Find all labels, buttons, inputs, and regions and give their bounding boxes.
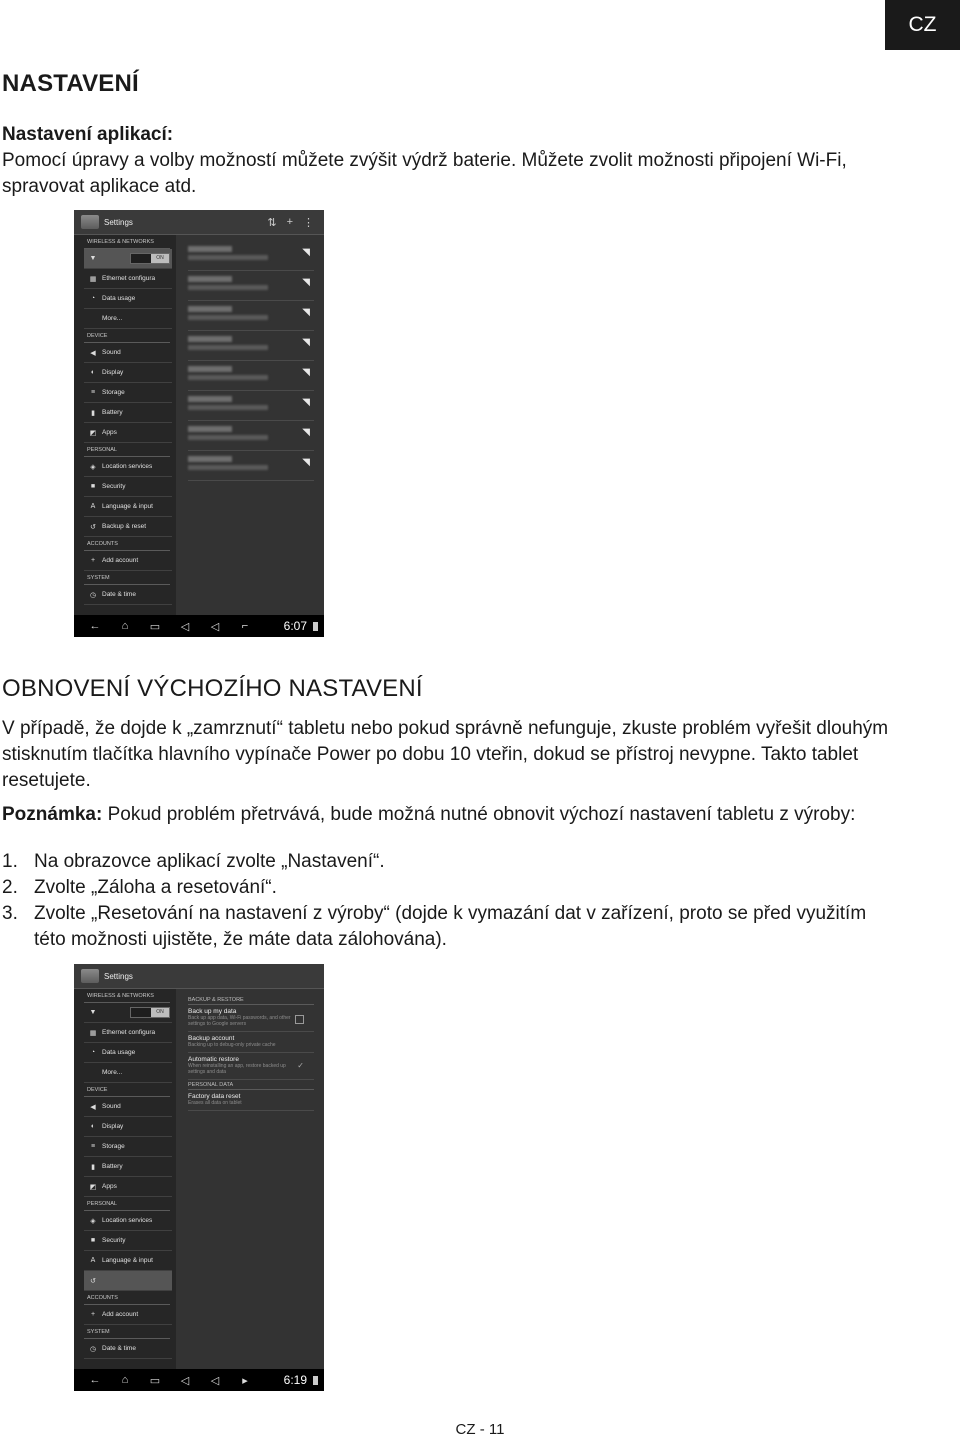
check-icon[interactable]: ✓ <box>297 1061 304 1070</box>
section2-note <box>2 802 907 828</box>
sidebar-item-label: Apps <box>102 1183 117 1190</box>
backup-restore-panel <box>176 989 324 1369</box>
wifi-signal-icon: ◥ <box>302 307 310 318</box>
battery-status-icon <box>313 622 318 631</box>
plus-icon: + <box>90 557 96 564</box>
sidebar-item-label: Display <box>102 369 124 376</box>
sidebar-item-label: Ethernet configura <box>102 275 156 282</box>
wifi-signal-icon: ◥ <box>302 277 310 288</box>
step-number: 2. <box>2 877 18 898</box>
sidebar-item-label: Date & time <box>102 591 136 598</box>
sidebar-item-wifi[interactable] <box>84 1003 172 1023</box>
sound-icon: ◀ <box>90 349 96 357</box>
sidebar-item-more[interactable] <box>84 309 172 329</box>
clock-icon: ◷ <box>89 1345 97 1353</box>
sidebar-item-label: More... <box>102 315 123 322</box>
row-title: Automatic restore <box>188 1056 239 1063</box>
action-bar <box>74 210 324 235</box>
backup-settings-screenshot <box>74 964 324 1391</box>
language-icon: A <box>90 1257 96 1264</box>
step-number: 1. <box>2 851 18 872</box>
wifi-signal-icon: ◥ <box>302 427 310 438</box>
row-subtitle: Back up app data, Wi-Fi passwords, and other settings to Google servers <box>188 1015 291 1027</box>
row-title: Factory data reset <box>188 1093 241 1100</box>
sidebar-item-label: Security <box>102 483 126 490</box>
sidebar-item-label: Language & input <box>102 1257 153 1264</box>
sidebar-section-device: DEVICE <box>84 329 170 343</box>
apps-icon: ◩ <box>89 1183 97 1191</box>
step-text: Na obrazovce aplikací zvolte „Nastavení“. <box>34 851 385 872</box>
wifi-toggle[interactable] <box>130 253 170 264</box>
volume-up-icon[interactable]: ◁ <box>210 620 220 633</box>
system-nav-bar <box>74 1369 324 1391</box>
row-subtitle: Erases all data on tablet <box>188 1100 242 1106</box>
sidebar-item-label: Storage <box>102 389 125 396</box>
sidebar-item-battery[interactable] <box>84 1157 172 1177</box>
row-subtitle: Backing up to debug-only private cache <box>188 1042 276 1048</box>
list-item <box>2 849 894 875</box>
sidebar-item-label: More... <box>102 1069 123 1076</box>
section-backup-restore: BACKUP & RESTORE <box>188 995 314 1005</box>
sidebar-item-apps[interactable] <box>84 423 172 443</box>
backup-my-data-row[interactable] <box>188 1005 314 1032</box>
sidebar-item-label: Battery <box>102 1163 123 1170</box>
toggle-label: ON <box>151 254 169 263</box>
settings-app-icon <box>81 969 99 983</box>
sidebar-item-storage[interactable] <box>84 1137 172 1157</box>
sidebar-item-label: Ethernet configura <box>102 1029 156 1036</box>
sidebar-item-label: Language & input <box>102 503 153 510</box>
back-icon[interactable]: ← <box>89 620 101 632</box>
sidebar-item-date-time[interactable] <box>84 1339 172 1359</box>
ethernet-icon: ▦ <box>89 1029 97 1037</box>
language-badge: CZ <box>885 0 960 50</box>
apps-icon: ◩ <box>89 429 97 437</box>
home-icon[interactable]: ⌂ <box>121 620 129 632</box>
step-text: Zvolte „Resetování na nastavení z výroby“ (dojde k vymazání dat v zařízení, proto se před využitím této možnosti ujistěte, že máte data zálohována). <box>34 903 867 950</box>
list-item <box>2 875 894 901</box>
battery-status-icon <box>313 1376 318 1385</box>
sidebar-item-storage[interactable] <box>84 383 172 403</box>
recent-apps-icon[interactable]: ▭ <box>149 1374 161 1387</box>
settings-sidebar <box>74 235 176 615</box>
section2-text: V případě, že dojde k „zamrznutí“ tabletu nebo pokud správně nefunguje, zkuste problém vyřešit dlouhým stisknutím tlačítka hlavního vypínače Power po dobu 10 vteřin, dokud se přístroj nevypne. Takto tablet resetujete. <box>2 718 889 791</box>
lock-icon: ■ <box>90 1237 96 1244</box>
sidebar-item-label: Add account <box>102 1311 139 1318</box>
sidebar-section-system: SYSTEM <box>84 571 170 585</box>
sidebar-item-backup[interactable] <box>84 1271 172 1291</box>
wifi-network-list <box>176 235 324 615</box>
wifi-network-row[interactable] <box>188 241 314 271</box>
system-nav-bar <box>74 615 324 637</box>
lock-icon: ■ <box>90 483 96 490</box>
sidebar-section-system: SYSTEM <box>84 1325 170 1339</box>
section1-text: Pomocí úpravy a volby možností můžete zvýšit výdrž baterie. Můžete zvolit možnosti připojení Wi-Fi, spravovat aplikace atd. <box>2 150 847 197</box>
overflow-menu-icon[interactable]: ⋮ <box>303 216 314 229</box>
ethernet-icon: ▦ <box>89 275 97 283</box>
recent-apps-icon[interactable]: ▭ <box>149 620 161 633</box>
sidebar-item-label: Security <box>102 1237 126 1244</box>
sidebar-item-language[interactable] <box>84 1251 172 1271</box>
backup-icon: ↺ <box>90 523 96 531</box>
wifi-network-row[interactable] <box>188 421 314 451</box>
sidebar-item-display[interactable] <box>84 1117 172 1137</box>
backup-checkbox[interactable] <box>295 1015 304 1024</box>
sidebar-item-sound[interactable] <box>84 343 172 363</box>
wifi-signal-icon: ◥ <box>302 367 310 378</box>
section1-title: NASTAVENÍ <box>2 70 139 97</box>
plus-icon: + <box>90 1311 96 1318</box>
sidebar-item-label: Date & time <box>102 1345 136 1352</box>
sidebar-item-add-account[interactable] <box>84 551 172 571</box>
battery-icon: ▮ <box>91 1163 95 1171</box>
sidebar-item-label: Apps <box>102 429 117 436</box>
sidebar-section-personal: PERSONAL <box>84 1197 170 1211</box>
play-icon: ▸ <box>242 1374 248 1387</box>
battery-icon: ▮ <box>91 409 95 417</box>
wifi-network-row[interactable] <box>188 331 314 361</box>
volume-down-icon[interactable]: ◁ <box>180 620 190 633</box>
wifi-network-row[interactable] <box>188 391 314 421</box>
volume-down-icon[interactable]: ◁ <box>180 1374 190 1387</box>
wifi-network-row[interactable] <box>188 451 314 481</box>
sidebar-item-label: Display <box>102 1123 124 1130</box>
section-personal-data: PERSONAL DATA <box>188 1080 314 1090</box>
list-item <box>2 901 894 953</box>
sidebar-item-more[interactable] <box>84 1063 172 1083</box>
note-label: Poznámka: <box>2 804 103 825</box>
clock-time: 6:07 <box>283 619 307 633</box>
row-subtitle: When reinstalling an app, restore backed up settings and data <box>188 1063 286 1075</box>
sidebar-item-ethernet[interactable] <box>84 269 172 289</box>
sidebar-section-personal: PERSONAL <box>84 443 170 457</box>
wifi-signal-icon: ◥ <box>302 247 310 258</box>
storage-icon: ≡ <box>90 389 96 396</box>
settings-app-icon <box>81 215 99 229</box>
step-number: 3. <box>2 903 18 924</box>
notification-icon: ⌐ <box>241 620 249 632</box>
sidebar-item-date-time[interactable] <box>84 585 172 605</box>
sidebar-section-accounts: ACCOUNTS <box>84 1291 170 1305</box>
display-icon: ◐ <box>90 1123 96 1130</box>
sidebar-item-security[interactable] <box>84 477 172 497</box>
location-icon: ◈ <box>90 1217 96 1225</box>
data-usage-icon: ◔ <box>90 1049 96 1056</box>
sound-icon: ◀ <box>90 1103 96 1111</box>
clock-time: 6:19 <box>283 1373 307 1387</box>
sidebar-item-display[interactable] <box>84 363 172 383</box>
sidebar-item-label: Sound <box>102 1103 121 1110</box>
factory-data-reset-row[interactable] <box>188 1090 314 1111</box>
automatic-restore-row[interactable] <box>188 1053 314 1080</box>
data-usage-icon: ◔ <box>90 295 96 302</box>
wifi-network-row[interactable] <box>188 271 314 301</box>
note-text: Pokud problém přetrvává, bude možná nutné obnovit výchozí nastavení tabletu z výroby: <box>102 804 856 825</box>
wifi-network-row[interactable] <box>188 301 314 331</box>
wifi-signal-icon: ◥ <box>302 457 310 468</box>
language-icon: A <box>90 503 96 510</box>
sidebar-section-accounts: ACCOUNTS <box>84 537 170 551</box>
wifi-icon: ▼ <box>89 255 97 262</box>
row-title: Back up my data <box>188 1008 237 1015</box>
wifi-icon: ▼ <box>89 1009 97 1016</box>
sidebar-item-label: Data usage <box>102 1049 136 1056</box>
section2-title: OBNOVENÍ VÝCHOZÍHO NASTAVENÍ <box>2 675 423 702</box>
wifi-signal-icon: ◥ <box>302 397 310 408</box>
storage-icon: ≡ <box>90 1143 96 1150</box>
sidebar-item-label: Backup & reset <box>102 523 147 530</box>
location-icon: ◈ <box>90 463 96 471</box>
wifi-signal-icon: ◥ <box>302 337 310 348</box>
sidebar-section-device: DEVICE <box>84 1083 170 1097</box>
sidebar-item-label: Location services <box>102 1217 153 1224</box>
sidebar-item-security[interactable] <box>84 1231 172 1251</box>
sidebar-item-wifi[interactable] <box>84 249 172 269</box>
sidebar-item-location[interactable] <box>84 457 172 477</box>
sidebar-item-backup[interactable] <box>84 517 172 537</box>
step-text: Zvolte „Záloha a resetování“. <box>34 877 277 898</box>
backup-account-row[interactable] <box>188 1032 314 1053</box>
sidebar-item-data-usage[interactable] <box>84 1043 172 1063</box>
sidebar-item-add-account[interactable] <box>84 1305 172 1325</box>
page-number: CZ - 11 <box>455 1421 505 1438</box>
section1-subtitle: Nastavení aplikací: <box>2 124 174 145</box>
action-bar-title: Settings <box>104 971 133 981</box>
sidebar-item-ethernet[interactable] <box>84 1023 172 1043</box>
home-icon[interactable]: ⌂ <box>121 1374 129 1386</box>
sidebar-item-label: Add account <box>102 557 139 564</box>
sidebar-item-location[interactable] <box>84 1211 172 1231</box>
sidebar-section-wireless: WIRELESS & NETWORKS <box>84 989 170 1003</box>
sidebar-item-label: Sound <box>102 349 121 356</box>
display-icon: ◐ <box>90 369 96 376</box>
sidebar-item-label: Storage <box>102 1143 125 1150</box>
settings-sidebar <box>74 989 176 1369</box>
toggle-label: ON <box>151 1008 169 1017</box>
sidebar-item-battery[interactable] <box>84 403 172 423</box>
sidebar-item-data-usage[interactable] <box>84 289 172 309</box>
wifi-network-row[interactable] <box>188 361 314 391</box>
add-network-icon[interactable]: + <box>286 216 293 228</box>
clock-icon: ◷ <box>89 591 97 599</box>
sidebar-item-language[interactable] <box>84 497 172 517</box>
sidebar-item-label: Data usage <box>102 295 136 302</box>
sidebar-section-wireless: WIRELESS & NETWORKS <box>84 235 170 249</box>
wifi-toggle[interactable] <box>130 1007 170 1018</box>
row-title: Backup account <box>188 1035 235 1042</box>
wps-icon[interactable]: ⇅ <box>267 216 277 229</box>
back-icon[interactable]: ← <box>89 1374 101 1386</box>
wifi-settings-screenshot <box>74 210 324 637</box>
reset-steps-list <box>2 849 894 953</box>
action-bar <box>74 964 324 989</box>
sidebar-item-label: Location services <box>102 463 153 470</box>
sidebar-item-apps[interactable] <box>84 1177 172 1197</box>
volume-up-icon[interactable]: ◁ <box>210 1374 220 1387</box>
backup-icon: ↺ <box>90 1277 96 1285</box>
sidebar-item-sound[interactable] <box>84 1097 172 1117</box>
action-bar-title: Settings <box>104 217 133 227</box>
sidebar-item-label: Battery <box>102 409 123 416</box>
